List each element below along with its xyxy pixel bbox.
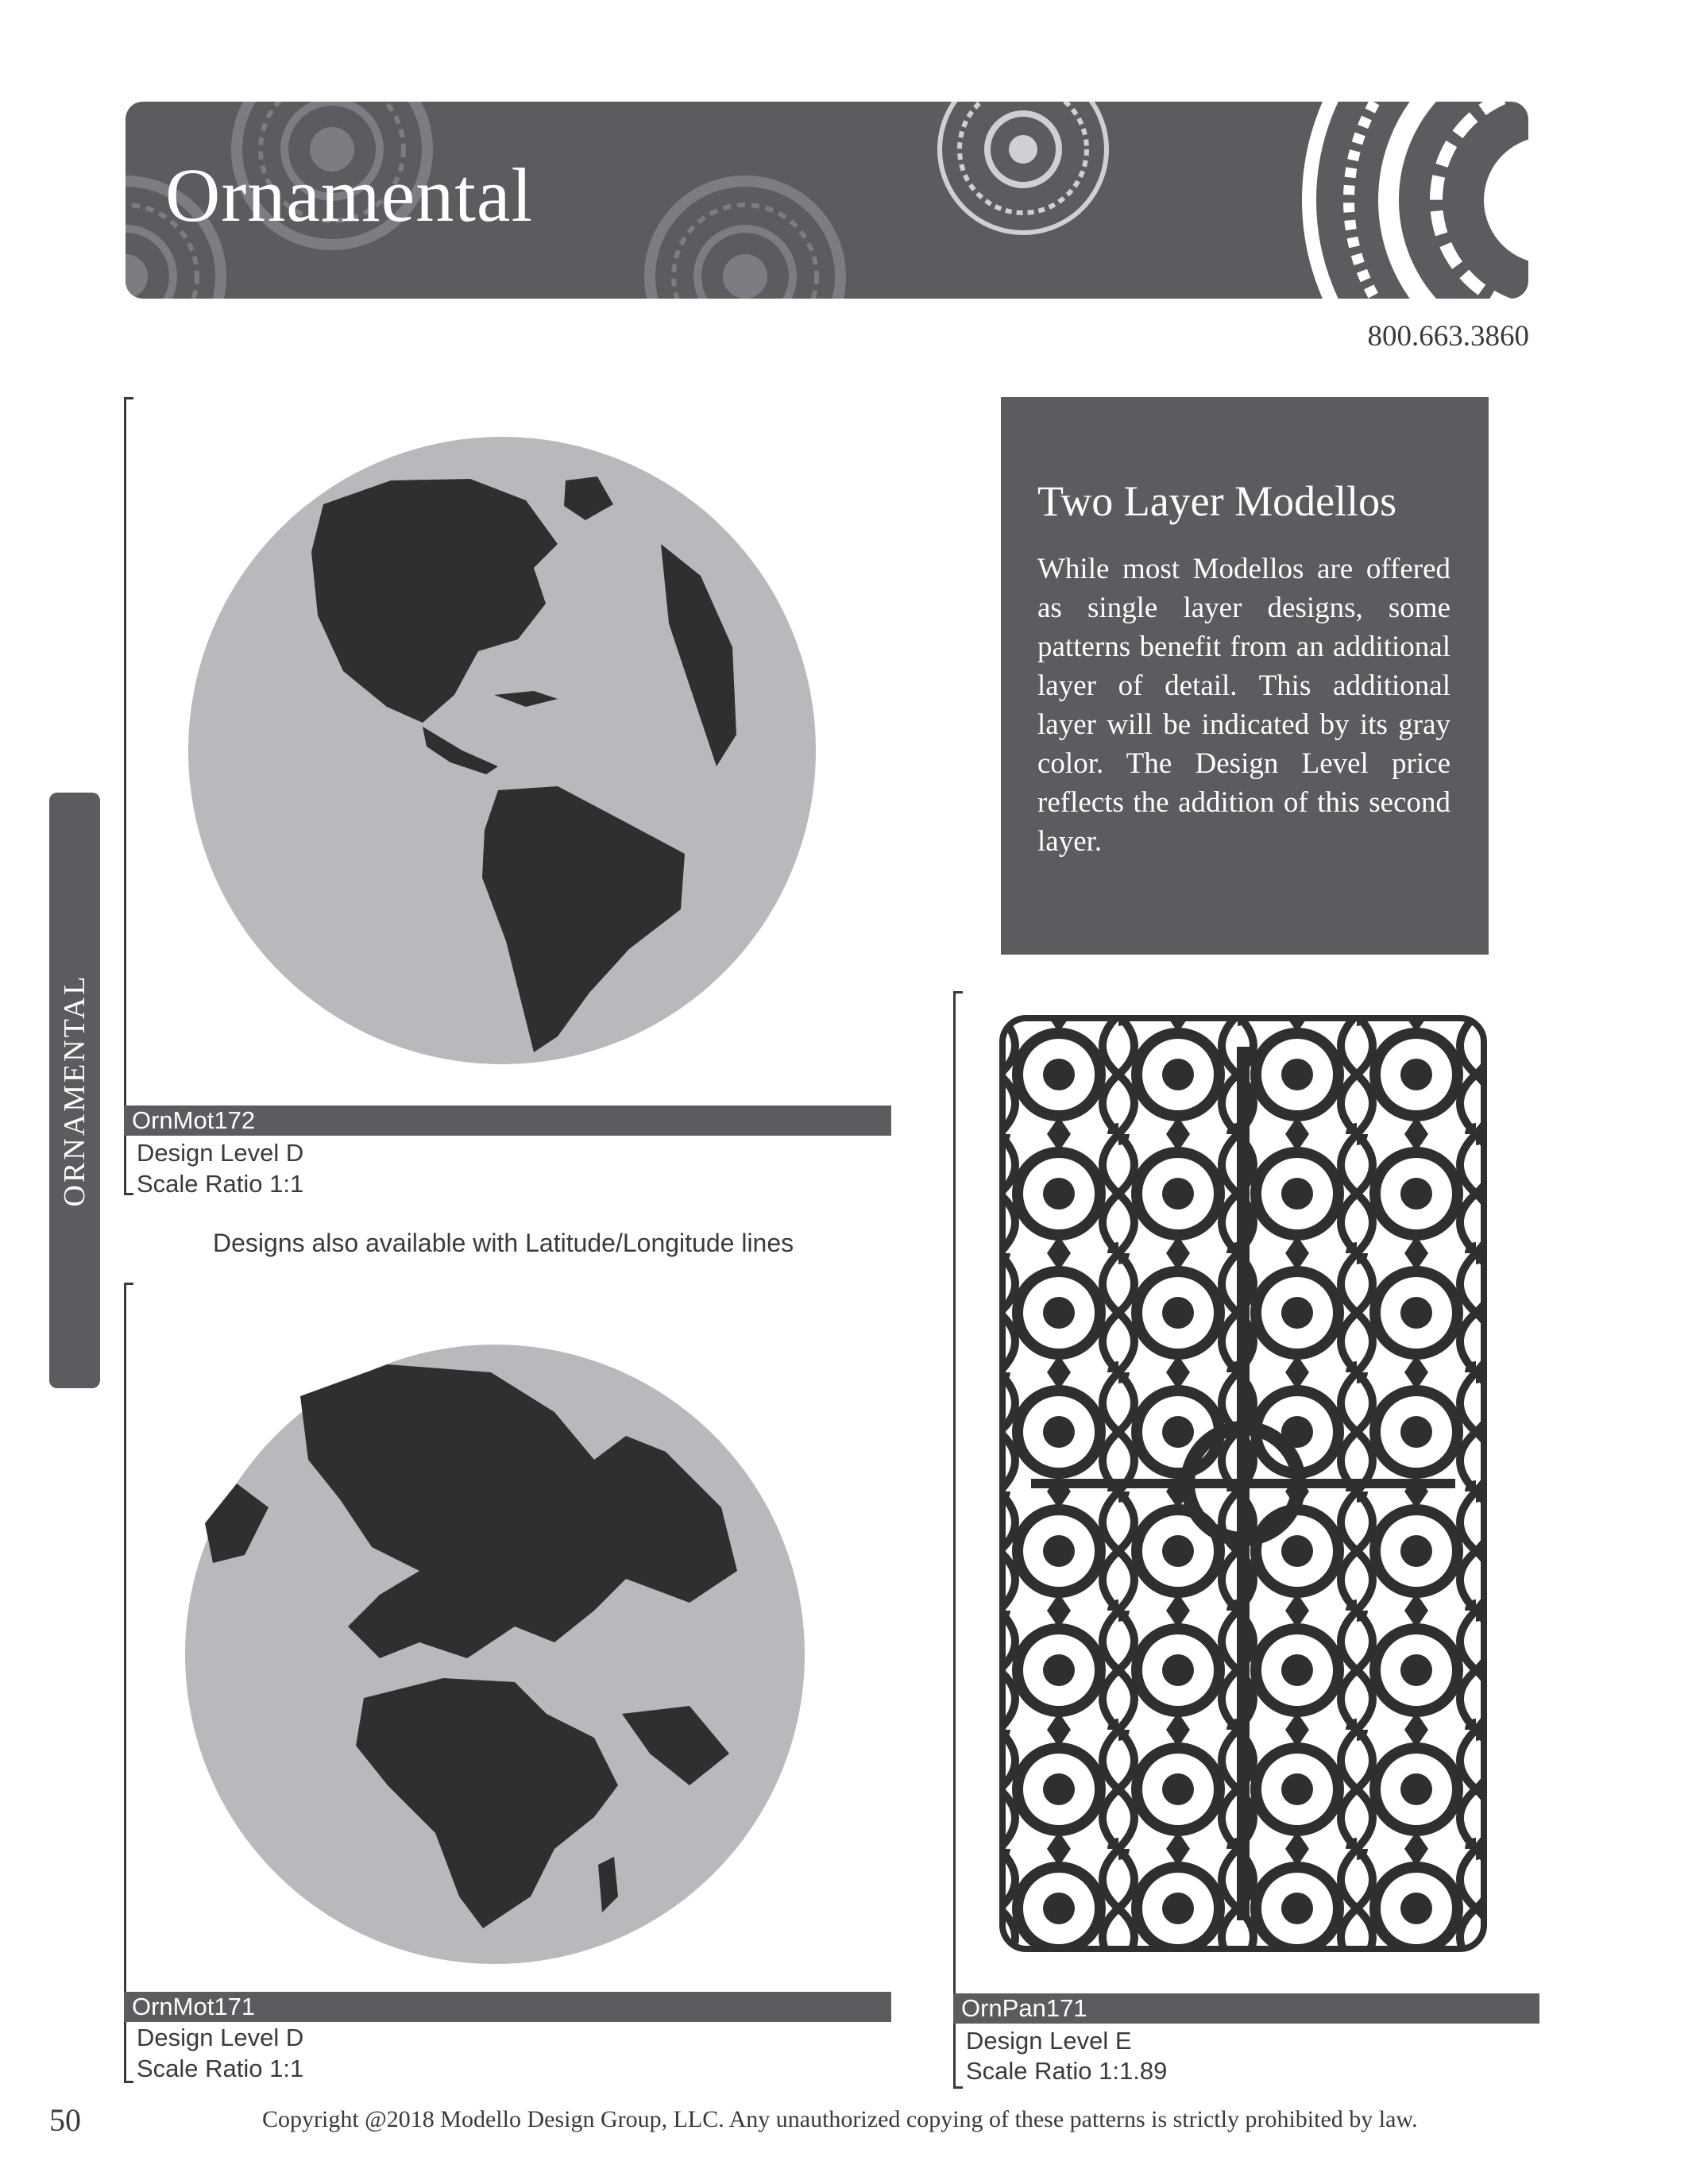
side-tab (49, 793, 100, 1388)
page-number: 50 (49, 2102, 81, 2138)
info-box (1001, 397, 1489, 955)
globe-europe-africa-icon (181, 1341, 809, 1968)
info-box-body: While most Modellos are offered as single layer designs, some patterns benefit from an additional layer of detail. This additional layer will be indicated by its gray color. The Design Level price reflects the addition of this second layer. (1037, 553, 1450, 858)
ornamental-panel-pattern (999, 1015, 1487, 1952)
design-level: Design Level D (137, 1139, 304, 1167)
product-code: OrnMot171 (124, 1992, 891, 2022)
design-level: Design Level E (966, 2027, 1132, 2055)
page-title: Ornamental (165, 152, 534, 237)
side-tab-label: ORNAMENTAL (58, 974, 91, 1207)
scale-ratio: Scale Ratio 1:1 (137, 1170, 304, 1198)
info-box-title: Two Layer Modellos (1037, 477, 1397, 525)
globe-americas-icon (184, 433, 820, 1068)
phone-number: 800.663.3860 (1367, 320, 1529, 353)
scale-ratio: Scale Ratio 1:1 (137, 2055, 304, 2082)
availability-note: Designs also available with Latitude/Longitude lines (213, 1229, 794, 1257)
product-bracket (124, 397, 126, 1195)
product-code: OrnMot172 (124, 1106, 891, 1136)
product-code: OrnPan171 (953, 1993, 1539, 2024)
product-bracket (953, 991, 956, 2089)
product-bracket (124, 1283, 126, 2083)
design-level: Design Level D (137, 2024, 304, 2051)
header-banner (126, 102, 1528, 299)
scale-ratio: Scale Ratio 1:1.89 (966, 2057, 1168, 2085)
copyright-notice: Copyright @2018 Modello Design Group, LLC. Any unauthorized copying of these patterns is strictly prohibited by law. (262, 2106, 1418, 2132)
